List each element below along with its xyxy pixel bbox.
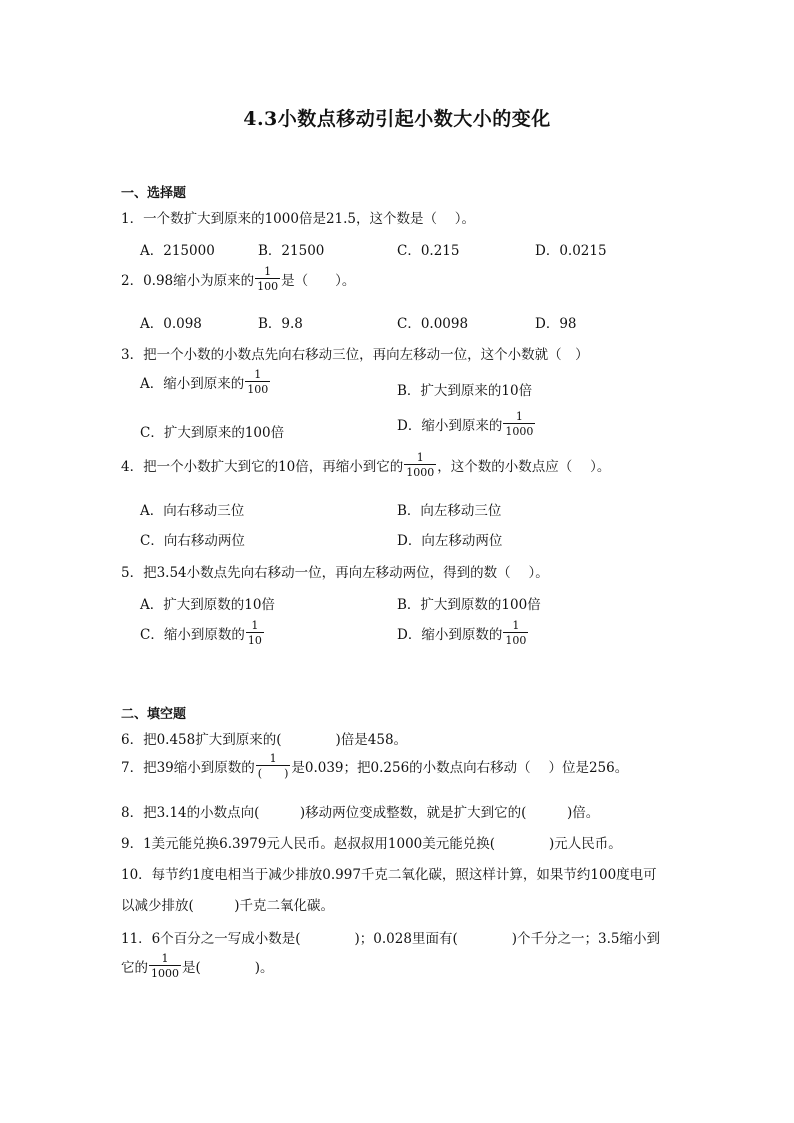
q4-option-c: C．向右移动两位 xyxy=(140,533,245,549)
q3-option-a xyxy=(140,369,271,395)
q11-frac-den: 1000 xyxy=(151,967,179,980)
section-heading-choice: 一、选择题 xyxy=(121,186,187,201)
question-1-text: 1．一个数扩大到原来的1000倍是21.5，这个数是（ ）。 xyxy=(121,211,476,227)
q3-option-a-fraction xyxy=(245,369,270,395)
q5-c-frac-num: 1 xyxy=(251,619,259,632)
q3-d-frac-num: 1 xyxy=(515,410,523,423)
q7-fraction xyxy=(256,753,291,779)
page-title: 4.3小数点移动引起小数大小的变化 xyxy=(243,108,551,130)
q11-line-2-pre: 它的 xyxy=(121,960,148,976)
q4-frac-den: 1000 xyxy=(406,466,435,479)
q5-option-c-text: C．缩小到原数的 xyxy=(140,627,245,643)
question-11-line-2 xyxy=(121,953,274,979)
q3-d-frac-den: 1000 xyxy=(505,425,534,438)
question-6: 6．把0.458扩大到原来的( )倍是458。 xyxy=(121,732,408,748)
section-heading-fill: 二、填空题 xyxy=(121,707,187,722)
q5-option-d-text: D．缩小到原数的 xyxy=(397,627,503,643)
q4-fraction xyxy=(404,452,436,478)
q2-fraction xyxy=(255,266,280,292)
q2-option-d: D．98 xyxy=(535,316,577,332)
q5-option-d xyxy=(397,620,529,646)
question-4 xyxy=(121,452,610,478)
q3-option-d-fraction xyxy=(503,411,535,437)
q5-d-frac-den: 100 xyxy=(505,634,527,647)
q11-line-2-post: 是( )。 xyxy=(182,960,274,976)
question-8: 8．把3.14的小数点向( )移动两位变成整数，就是扩大到它的( )倍。 xyxy=(121,805,600,821)
q5-option-c-fraction xyxy=(246,620,264,646)
q5-c-frac-den: 10 xyxy=(247,634,262,647)
q11-fraction xyxy=(149,953,181,979)
question-11-line-1: 11．6个百分之一写成小数是( )；0.028里面有( )个千分之一；3.5缩小到 xyxy=(121,931,660,947)
q7-pre: 7．把39缩小到原数的 xyxy=(121,760,255,776)
q3-option-c: C．扩大到原来的100倍 xyxy=(140,425,285,441)
q2-pre: 2．0.98缩小为原来的 xyxy=(121,273,255,289)
q3-option-d-text: D．缩小到原来的 xyxy=(397,418,503,434)
q2-option-a: A．0.098 xyxy=(140,316,202,332)
q4-option-a: A．向右移动三位 xyxy=(140,503,245,519)
question-7 xyxy=(121,753,628,779)
question-10-line-2: 以减少排放( )千克二氧化碳。 xyxy=(121,898,335,914)
q1-option-b: B．21500 xyxy=(258,243,325,259)
q5-option-c xyxy=(140,620,265,646)
q3-option-d xyxy=(397,411,536,437)
q5-d-frac-num: 1 xyxy=(512,619,520,632)
q4-option-b: B．向左移动三位 xyxy=(397,503,502,519)
q4-frac-num: 1 xyxy=(416,451,424,464)
question-3-text: 3．把一个小数的小数点先向右移动三位，再向左移动一位，这个小数就（ ） xyxy=(121,347,589,363)
q2-frac-den: 100 xyxy=(257,280,279,293)
question-5-text: 5．把3.54小数点先向右移动一位，再向左移动两位，得到的数（ ）。 xyxy=(121,565,549,581)
q5-option-b: B．扩大到原数的100倍 xyxy=(397,597,541,613)
q7-post: 是0.039；把0.256的小数点向右移动（ ）位是256。 xyxy=(291,760,629,776)
q4-post: ，这个数的小数点应（ ）。 xyxy=(437,459,611,475)
q2-post: 是（ ）。 xyxy=(281,273,356,289)
q2-option-b: B．9.8 xyxy=(258,316,303,332)
q5-option-d-fraction xyxy=(503,620,528,646)
q3-option-a-text: A．缩小到原来的 xyxy=(140,376,245,392)
question-2 xyxy=(121,266,355,292)
question-10-line-1: 10．每节约1度电相当于减少排放0.997千克二氧化碳，照这样计算，如果节约100度电可 xyxy=(121,867,657,883)
question-9: 9．1美元能兑换6.3979元人民币。赵叔叔用1000美元能兑换( )元人民币。 xyxy=(121,836,622,852)
q5-option-a: A．扩大到原数的10倍 xyxy=(140,597,275,613)
q11-frac-num: 1 xyxy=(161,952,169,965)
q7-frac-num: 1 xyxy=(269,752,277,765)
q4-pre: 4．把一个小数扩大到它的10倍，再缩小到它的 xyxy=(121,459,404,475)
q4-option-d: D．向左移动两位 xyxy=(397,533,503,549)
q7-frac-den: ( ) xyxy=(257,767,289,780)
q3-a-frac-den: 100 xyxy=(247,383,269,396)
q3-option-b: B．扩大到原来的10倍 xyxy=(397,383,533,399)
q2-frac-num: 1 xyxy=(264,265,272,278)
q3-a-frac-num: 1 xyxy=(254,368,262,381)
q1-option-a: A．215000 xyxy=(140,243,215,259)
q1-option-d: D．0.0215 xyxy=(535,243,607,259)
q2-option-c: C．0.0098 xyxy=(397,316,469,332)
q1-option-c: C．0.215 xyxy=(397,243,460,259)
